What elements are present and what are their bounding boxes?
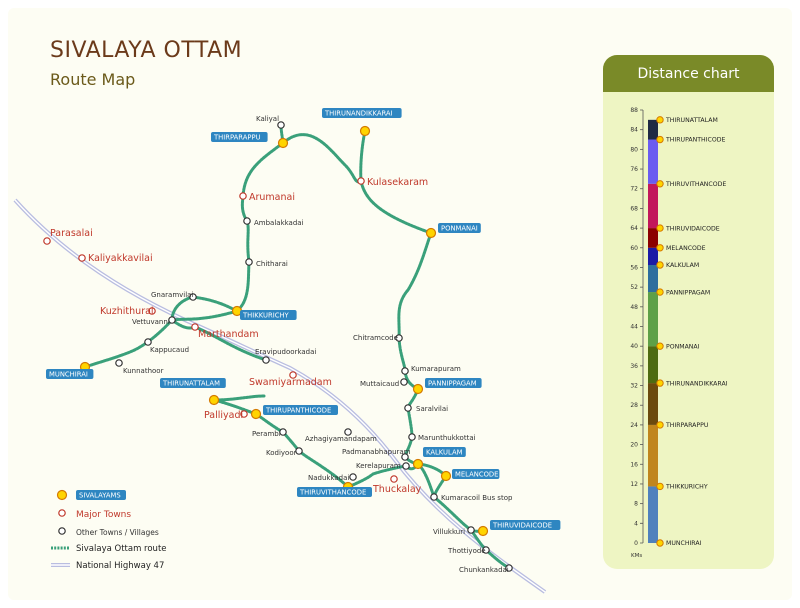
other-town-marker[interactable] [403,463,409,469]
sivalayam-label: THIRUNANDIKKARAI [325,109,393,118]
chart-stop-marker [657,136,663,142]
other-town-label: Chunkankadai [459,566,509,574]
major-town-label: Thuckalay [373,484,422,495]
chart-tick-label: 80 [630,146,638,154]
other-town-label: Kodiyoor [266,449,297,457]
distance-chart [603,55,774,569]
major-town-label: Arumanai [249,192,295,203]
chart-tick-label: 8 [634,500,638,508]
other-town-label: Villukkuri [433,528,466,536]
sivalayam-label: THIRUNATTALAM [163,379,220,388]
major-town-label: Kaliyakkavilai [88,253,153,264]
other-town-marker[interactable] [116,360,122,366]
chart-stop-label: THIKKURICHY [666,483,708,491]
major-town-label: Marthandam [198,329,259,340]
chart-tick-label: 64 [630,225,638,233]
route-segment [237,125,283,311]
chart-stop-label: PONMANAI [666,343,700,351]
chart-tick-label: 12 [630,480,638,488]
other-town-label: Gnaramvilai [151,291,194,299]
sivalayam-label: THIRUPANTHICODE [266,406,332,415]
sivalayam-label: PONMANAI [441,224,478,233]
chart-tick-label: 28 [630,402,638,410]
distance-chart-title: Distance chart [603,55,774,92]
other-town-label: Kaliyal [256,115,280,123]
chart-unit-label: KMs [631,553,643,559]
chart-tick-label: 76 [630,166,638,174]
other-town-label: Ambalakkadai [254,219,304,227]
chart-tick-label: 68 [630,205,638,213]
chart-stop-label: PANNIPPAGAM [666,289,711,297]
other-town-label: Chitramcode [353,334,398,342]
other-town-label: Eravipudoorkadai [255,348,317,356]
other-town-label: Thottiyode [448,547,486,555]
other-town-marker[interactable] [405,405,411,411]
distance-chart-panel [603,55,774,569]
sivalayam-label: MELANCODE [455,470,499,479]
chart-tick-label: 20 [630,441,638,449]
other-town-marker[interactable] [244,218,250,224]
sivalayam-label: THIRUVITHANCODE [300,488,367,497]
chart-tick-label: 32 [630,382,638,390]
chart-tick-label: 56 [630,264,638,272]
chart-tick-label: 36 [630,362,638,370]
chart-stop-marker [657,289,663,295]
chart-tick-label: 44 [630,323,638,331]
major-town-label: Palliyadi [204,410,244,421]
major-town-label: Swamiyarmadam [249,377,332,388]
chart-stop-label: MUNCHIRAI [666,540,702,548]
other-town-label: Muttaicaud [360,380,400,388]
sivalayam-marker[interactable] [442,472,451,481]
other-town-marker[interactable] [169,317,175,323]
legend-sivalayam-icon [58,491,67,500]
chart-stop-marker [657,343,663,349]
sivalayam-label: THIRUVIDAICODE [493,521,553,530]
other-town-marker[interactable] [280,429,286,435]
legend-major-town-icon [59,510,65,516]
other-town-marker[interactable] [468,527,474,533]
major-town-label: Kuzhithurai [100,306,154,317]
chart-segment [648,265,658,292]
legend-route: Sivalaya Ottam route [76,544,167,554]
chart-stop-label: THIRPARAPPU [666,422,709,430]
major-town-marker[interactable] [240,193,246,199]
other-town-marker[interactable] [296,448,302,454]
sivalayam-marker[interactable] [361,127,370,136]
other-town-marker[interactable] [401,379,407,385]
chart-tick-label: 88 [630,107,638,114]
major-town-label: Parasalai [50,228,93,239]
sivalayam-marker[interactable] [414,385,423,394]
chart-stop-label: THIRUPANTHICODE [666,136,726,144]
sivalayam-label: MUNCHIRAI [49,370,88,379]
chart-stop-label: KALKULAM [666,262,700,270]
page-title: SIVALAYA OTTAM [50,38,243,63]
other-town-label: Kumarapuram [411,365,461,373]
chart-stop-label: THIRUNANDIKKARAI [666,380,728,388]
chart-segment [648,383,658,425]
chart-stop-marker [657,540,663,546]
chart-segment [648,184,658,228]
chart-stop-marker [657,225,663,231]
major-town-marker[interactable] [391,476,397,482]
other-town-marker[interactable] [402,368,408,374]
sivalayam-label: THIKKURICHY [243,311,289,320]
chart-stop-marker [657,483,663,489]
chart-tick-label: 0 [634,540,638,547]
other-town-label: Chitharai [256,260,288,268]
chart-tick-label: 60 [630,244,638,252]
chart-tick-label: 40 [630,343,638,351]
sivalayam-marker[interactable] [427,229,436,238]
other-town-label: Perambi [252,430,281,438]
legend-major-towns: Major Towns [76,510,132,520]
sivalayam-marker[interactable] [479,527,488,536]
route-segment [361,131,365,181]
other-town-label: Kumaracoil Bus stop [441,494,513,502]
chart-tick-label: 24 [630,421,638,429]
other-town-label: Nadukkadai [308,474,350,482]
chart-stop-marker [657,245,663,251]
chart-stop-label: MELANCODE [666,244,706,252]
legend-highway: National Highway 47 [76,561,165,571]
other-town-label: Azhagiyamandapam [305,435,377,443]
major-town-label: Kulasekaram [367,177,429,188]
other-town-marker[interactable] [263,357,269,363]
chart-tick-label: 16 [630,461,638,469]
other-town-label: Kappucaud [150,346,190,354]
other-town-marker[interactable] [431,494,437,500]
sivalayam-label: PANNIPPAGAM [428,379,477,388]
chart-stop-marker [657,262,663,268]
chart-stop-marker [657,380,663,386]
chart-segment [648,486,658,543]
chart-segment [648,425,658,487]
other-town-marker[interactable] [350,474,356,480]
chart-segment [648,346,658,383]
legend-sivalayams: SIVALAYAMS [79,491,121,500]
sivalayam-marker[interactable] [210,396,219,405]
other-town-label: Kerelapuram [356,462,401,470]
other-town-label: Marunthukkottai [418,434,476,442]
other-town-label: Padmanabhapuram [342,448,411,456]
chart-tick-label: 72 [630,185,638,193]
chart-stop-label: THIRUVIDAICODE [666,225,720,233]
sivalayam-marker[interactable] [252,410,261,419]
sivalayam-marker[interactable] [279,139,288,148]
chart-tick-label: 4 [634,520,638,528]
other-town-marker[interactable] [145,339,151,345]
chart-stop-marker [657,422,663,428]
chart-segment [648,120,658,140]
page-subtitle: Route Map [50,70,136,89]
chart-tick-label: 84 [630,126,638,134]
other-town-label: Vettuvanni [132,318,170,326]
chart-tick-label: 52 [630,284,638,292]
sivalayam-label: KALKULAM [426,448,463,457]
chart-stop-label: THIRUNATTALAM [666,117,718,125]
other-town-label: Saralvilai [416,405,449,413]
sivalayam-marker[interactable] [414,460,423,469]
chart-stop-label: THIRUVITHANCODE [666,181,727,189]
legend-other-town-icon [59,528,65,534]
chart-segment [648,248,658,265]
legend-other-towns: Other Towns / Villages [76,528,159,537]
other-town-marker[interactable] [246,259,252,265]
chart-segment [648,292,658,346]
sivalayam-label: THIRPARAPPU [214,133,261,142]
chart-tick-label: 48 [630,303,638,311]
major-town-marker[interactable] [358,178,364,184]
other-town-marker[interactable] [409,434,415,440]
chart-stop-marker [657,117,663,123]
chart-segment [648,228,658,248]
chart-segment [648,140,658,184]
major-town-marker[interactable] [79,255,85,261]
chart-stop-marker [657,181,663,187]
other-town-label: Kunnathoor [123,367,164,375]
